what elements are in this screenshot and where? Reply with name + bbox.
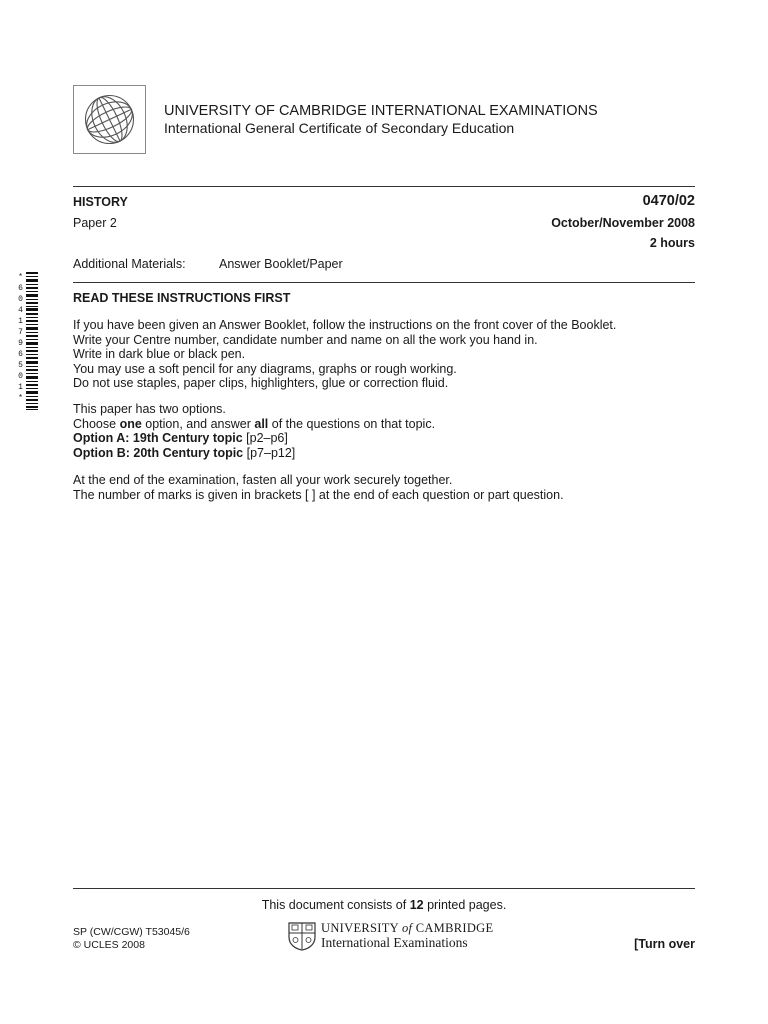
option-b (73, 446, 435, 461)
instructions-heading: READ THESE INSTRUCTIONS FIRST (73, 291, 291, 305)
brand-text: UNIVERSITY (321, 921, 402, 935)
turn-over: [Turn over (634, 937, 695, 951)
footer-rule (73, 888, 695, 889)
instructions-list (73, 318, 616, 391)
barcode-digit: 1 (18, 317, 23, 326)
barcode-digit: 6 (18, 350, 23, 359)
barcode-digit: 1 (18, 383, 23, 392)
options-intro: This paper has two options. (73, 402, 226, 416)
choose-text: of the questions on that topic. (268, 416, 436, 431)
exam-session: October/November 2008 (551, 216, 695, 230)
barcode-digit: 6 (18, 284, 23, 293)
instruction-line: Write in dark blue or black pen. (73, 347, 246, 362)
globe-logo-frame (73, 85, 146, 154)
instruction-line: Write your Centre number, candidate number and name on all the work you hand in. (73, 332, 538, 347)
brand-text-of: of (401, 921, 413, 935)
org-subtitle: International General Certificate of Secondary Education (164, 120, 515, 136)
barcode-digit: 7 (18, 328, 23, 337)
end-line: At the end of the examination, fasten all your work securely together. (73, 473, 453, 487)
cambridge-crest-icon (287, 921, 317, 951)
subject: HISTORY (73, 195, 128, 209)
copyright: © UCLES 2008 (73, 939, 145, 951)
org-name: UNIVERSITY OF CAMBRIDGE INTERNATIONAL EXAMINATIONS (164, 103, 598, 119)
brand-text: CAMBRIDGE (412, 921, 494, 935)
choose-line (73, 417, 435, 432)
instructions-rule (73, 282, 695, 283)
barcode-digit: 0 (18, 372, 23, 381)
instruction-line: You may use a soft pencil for any diagrams, graphs or rough working. (73, 361, 457, 376)
paper-number: Paper 2 (73, 216, 117, 230)
end-block (73, 473, 564, 502)
page-count-number: 12 (409, 898, 424, 912)
option-a (73, 431, 435, 446)
choose-all: all (254, 416, 269, 431)
materials-value: Answer Booklet/Paper (219, 257, 343, 271)
page-count (0, 898, 768, 912)
choose-one: one (119, 416, 142, 431)
footer-ref-block (73, 926, 190, 952)
cambridge-brand-sub: International Examinations (321, 935, 468, 950)
barcode-digit: * (18, 273, 23, 282)
header-rule (73, 186, 695, 187)
barcode-digits (16, 272, 25, 410)
page-count-text: This document consists of (261, 898, 410, 912)
barcode-digit: 5 (18, 361, 23, 370)
choose-text: option, and answer (141, 416, 255, 431)
option-a-label: Option A: 19th Century topic (73, 431, 243, 446)
end-line: The number of marks is given in brackets [ ] at the end of each question or part question. (73, 487, 564, 502)
choose-text: Choose (73, 416, 120, 431)
exam-duration: 2 hours (649, 236, 695, 250)
page-count-text: printed pages. (423, 898, 507, 912)
globe-icon (74, 86, 145, 153)
instruction-line: Do not use staples, paper clips, highlighters, glue or correction fluid. (73, 376, 449, 391)
option-b-label: Option B: 20th Century topic (73, 445, 244, 460)
barcode-digit: * (18, 394, 23, 403)
document-ref: SP (CW/CGW) T53045/6 (73, 926, 190, 938)
barcode (26, 272, 38, 410)
barcode-digit: 4 (18, 306, 23, 315)
instruction-line: If you have been given an Answer Booklet, follow the instructions on the front cover of the Booklet. (73, 318, 617, 332)
option-a-pages: [p2–p6] (242, 431, 288, 446)
options-block (73, 402, 435, 460)
barcode-digit: 0 (18, 295, 23, 304)
cambridge-brand-name (321, 921, 493, 936)
exam-code: 0470/02 (642, 193, 695, 209)
barcode-digit: 9 (18, 339, 23, 348)
materials-label: Additional Materials: (73, 257, 186, 271)
option-b-pages: [p7–p12] (243, 445, 296, 460)
